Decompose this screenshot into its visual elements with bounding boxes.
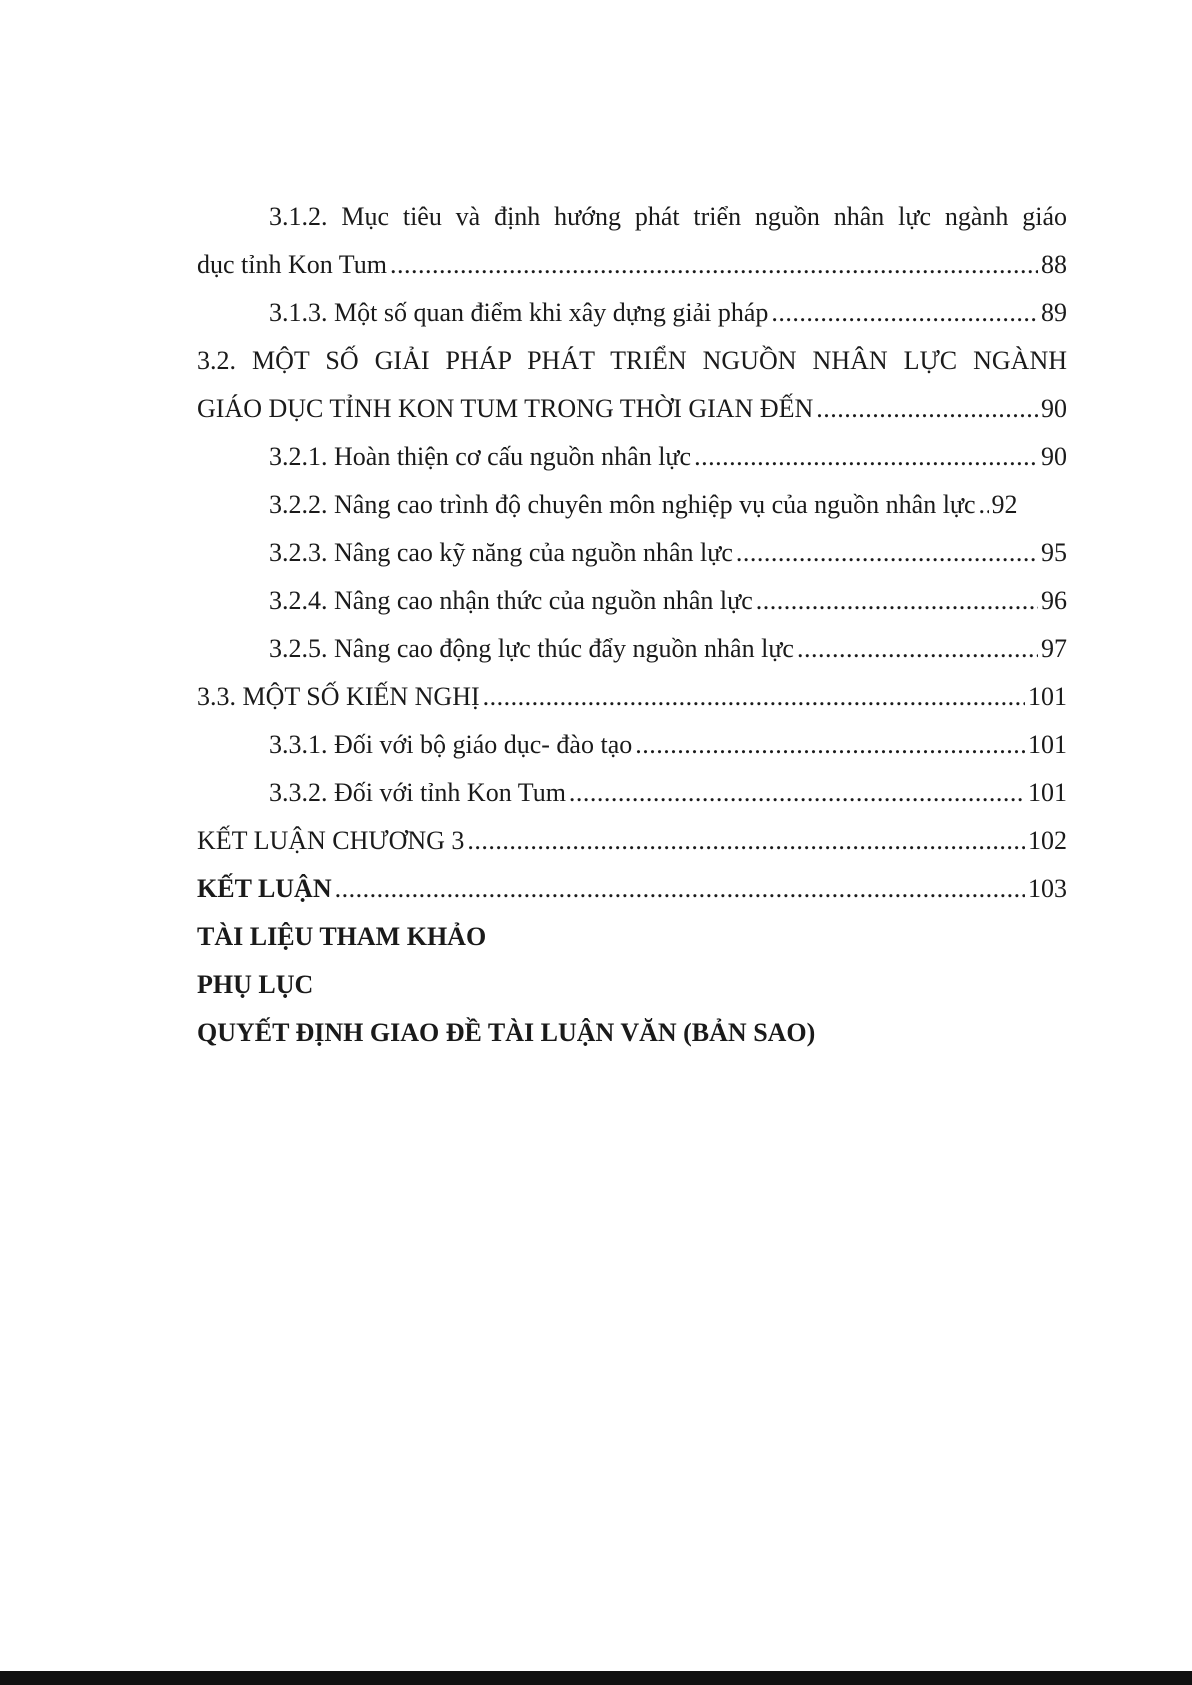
toc-entry-label: 3.2.1. Hoàn thiện cơ cấu nguồn nhân lực — [269, 442, 692, 471]
toc-page-number: 102 — [1028, 826, 1067, 855]
dot-leader — [569, 769, 1025, 817]
toc-entry-3-2-line2: GIÁO DỤC TỈNH KON TUM TRONG THỜI GIAN ĐẾN — [197, 394, 814, 423]
toc-entry-ket-luan — [197, 865, 1067, 913]
toc-entry-3-2-line1: 3.2. MỘT SỐ GIẢI PHÁP PHÁT TRIỂN NGUỒN NHÂN LỰC NGÀNH — [197, 346, 1067, 375]
toc-page-number: 89 — [1041, 298, 1067, 327]
dot-leader — [467, 817, 1025, 865]
dot-leader — [390, 241, 1038, 289]
toc-entry-label: 3.2.5. Nâng cao động lực thúc đẩy nguồn nhân lực — [269, 634, 794, 663]
toc-entry-3-1-2-cont — [197, 241, 1067, 289]
dot-leader — [736, 529, 1038, 577]
toc-entry-label: 3.2.3. Nâng cao kỹ năng của nguồn nhân lực — [269, 538, 733, 567]
dot-leader — [635, 721, 1025, 769]
toc-entry-3-2-5 — [197, 625, 1067, 673]
toc-entry-label: KẾT LUẬN — [197, 874, 332, 903]
toc-entry-label: QUYẾT ĐỊNH GIAO ĐỀ TÀI LUẬN VĂN (BẢN SAO) — [197, 1018, 816, 1047]
toc-entry-label: 3.3.2. Đối với tỉnh Kon Tum — [269, 778, 566, 807]
toc-entry-label: KẾT LUẬN CHƯƠNG 3 — [197, 826, 465, 855]
toc-page-number: 90 — [1041, 394, 1067, 423]
toc-entry-label: 3.3.1. Đối với bộ giáo dục- đào tạo — [269, 730, 633, 759]
toc-entry-label: PHỤ LỤC — [197, 970, 314, 999]
dot-leader — [756, 577, 1038, 625]
dot-leader — [771, 289, 1038, 337]
toc-page-number: 96 — [1041, 586, 1067, 615]
toc-page-number: 97 — [1041, 634, 1067, 663]
dot-leader — [694, 433, 1038, 481]
toc-entry-3-2-4 — [197, 577, 1067, 625]
toc-entry-3-1-3 — [197, 289, 1067, 337]
toc-page-number: 101 — [1028, 778, 1067, 807]
toc-entry-tai-lieu-tham-khao — [197, 913, 1067, 961]
toc-entry-3-1-2-line2: dục tỉnh Kon Tum — [197, 250, 387, 279]
toc-entry-quyet-dinh — [197, 1009, 1067, 1057]
toc-entry-label: 3.1.3. Một số quan điểm khi xây dựng giải pháp — [269, 298, 769, 327]
toc-page-number: 92 — [991, 490, 1018, 519]
toc-entry-3-2-cont — [197, 385, 1067, 433]
toc-entry-label: 3.2.2. Nâng cao trình độ chuyên môn nghiệp vụ của nguồn nhân lực — [269, 490, 976, 519]
toc-page-number: 88 — [1041, 250, 1067, 279]
toc-entry-phu-luc — [197, 961, 1067, 1009]
dot-leader — [335, 865, 1025, 913]
dot-leader — [979, 481, 989, 529]
toc-entry-3-2-1 — [197, 433, 1067, 481]
toc-entry-3-3-1 — [197, 721, 1067, 769]
dot-leader — [797, 625, 1038, 673]
toc-entry-label: 3.2.4. Nâng cao nhận thức của nguồn nhân lực — [269, 586, 753, 615]
toc-entry-label: TÀI LIỆU THAM KHẢO — [197, 922, 487, 951]
toc-entry-3-3-2 — [197, 769, 1067, 817]
toc-page-number: 101 — [1028, 682, 1067, 711]
toc-page-number: 95 — [1041, 538, 1067, 567]
toc-entry-ket-luan-chuong-3 — [197, 817, 1067, 865]
toc-entry-3-2-3 — [197, 529, 1067, 577]
dot-leader — [483, 673, 1025, 721]
toc-entry-3-1-2 — [197, 193, 1067, 241]
toc-page-number: 103 — [1028, 874, 1067, 903]
toc-page-number: 90 — [1041, 442, 1067, 471]
page-bottom-border — [0, 1671, 1192, 1685]
dot-leader — [816, 385, 1038, 433]
toc-page-number: 101 — [1028, 730, 1067, 759]
toc-entry-3-3 — [197, 673, 1067, 721]
table-of-contents — [197, 193, 1067, 1057]
toc-entry-3-2 — [197, 337, 1067, 385]
toc-entry-3-2-2 — [197, 481, 1067, 529]
toc-entry-3-1-2-line1: 3.1.2. Mục tiêu và định hướng phát triển nguồn nhân lực ngành giáo — [269, 202, 1067, 231]
toc-entry-label: 3.3. MỘT SỐ KIẾN NGHỊ — [197, 682, 480, 711]
